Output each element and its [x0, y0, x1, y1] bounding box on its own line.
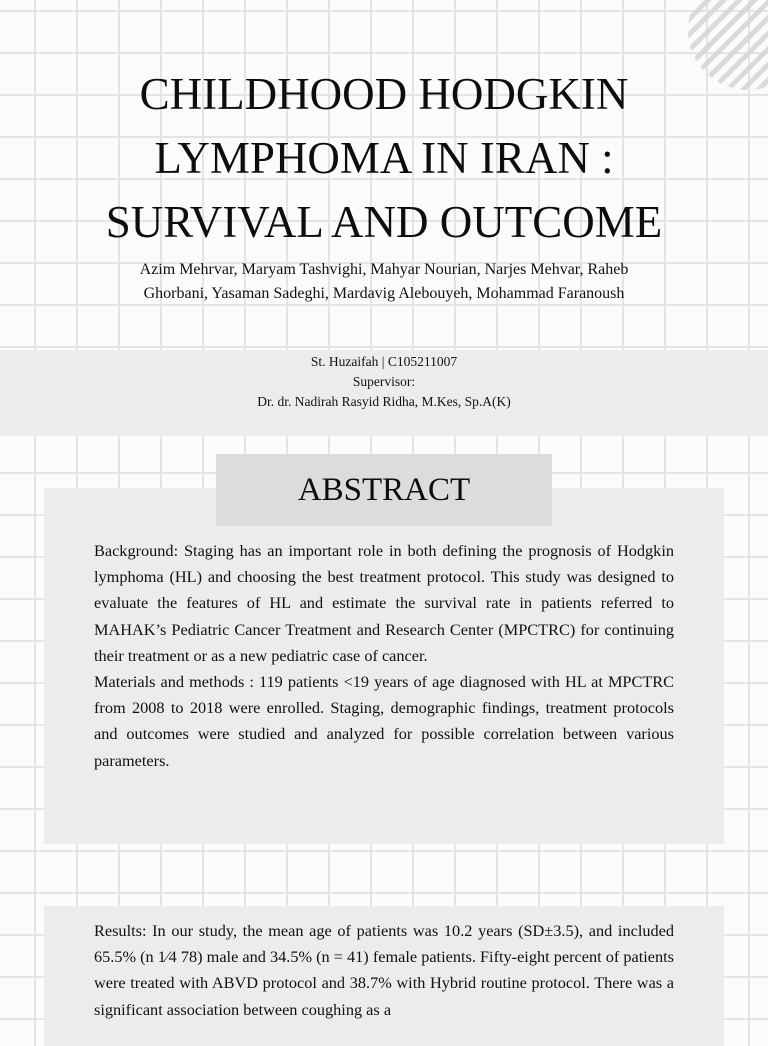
- abstract-results-paragraph: Results: In our study, the mean age of patients was 10.2 years (SD±3.5), and included 65.5% (n 1⁄4 78) male and 34.5% (n = 41) female patients. Fifty-eight percent of patients were treated with ABVD protocol and 38.7% with Hybrid routine protocol. There was a significant association between coughing as a: [94, 921, 674, 1019]
- title-line-3: SURVIVAL AND OUTCOME: [105, 197, 663, 247]
- abstract-methods-paragraph: Materials and methods : 119 patients <19 years of age diagnosed with HL at MPCTRC from 2008 to 2018 were enrolled. Staging, demographic findings, treatment protocols and outcomes were studied and analyzed for possible correlation between various parameters.: [94, 672, 674, 770]
- page-title: [40, 62, 728, 254]
- results-body: [94, 918, 674, 1023]
- author-line-2: Ghorbani, Yasaman Sadeghi, Mardavig Alebouyeh, Mohammad Faranoush: [143, 285, 625, 302]
- student-info: [0, 352, 768, 412]
- abstract-heading: ABSTRACT: [297, 471, 471, 508]
- supervisor-name: Dr. dr. Nadirah Rasyid Ridha, M.Kes, Sp.A(K): [257, 394, 511, 409]
- title-line-2: LYMPHOMA IN IRAN :: [154, 133, 614, 183]
- abstract-body: [94, 538, 674, 774]
- abstract-background-paragraph: Background: Staging has an important role in both defining the prognosis of Hodgkin lymphoma (HL) and choosing the best treatment protocol. This study was designed to evaluate the features of HL and estimate the survival rate in patients referred to MAHAK’s Pediatric Cancer Treatment and Research Center (MPCTRC) for continuing their treatment or as a new pediatric case of cancer.: [94, 541, 674, 665]
- supervisor-label: Supervisor:: [352, 374, 416, 389]
- author-line-1: Azim Mehrvar, Maryam Tashvighi, Mahyar Nourian, Narjes Mehvar, Raheb: [139, 261, 629, 278]
- abstract-heading-box: [216, 454, 552, 526]
- student-name-id: St. Huzaifah | C105211007: [310, 354, 458, 369]
- title-line-1: CHILDHOOD HODGKIN: [139, 69, 629, 119]
- author-list: [70, 258, 698, 306]
